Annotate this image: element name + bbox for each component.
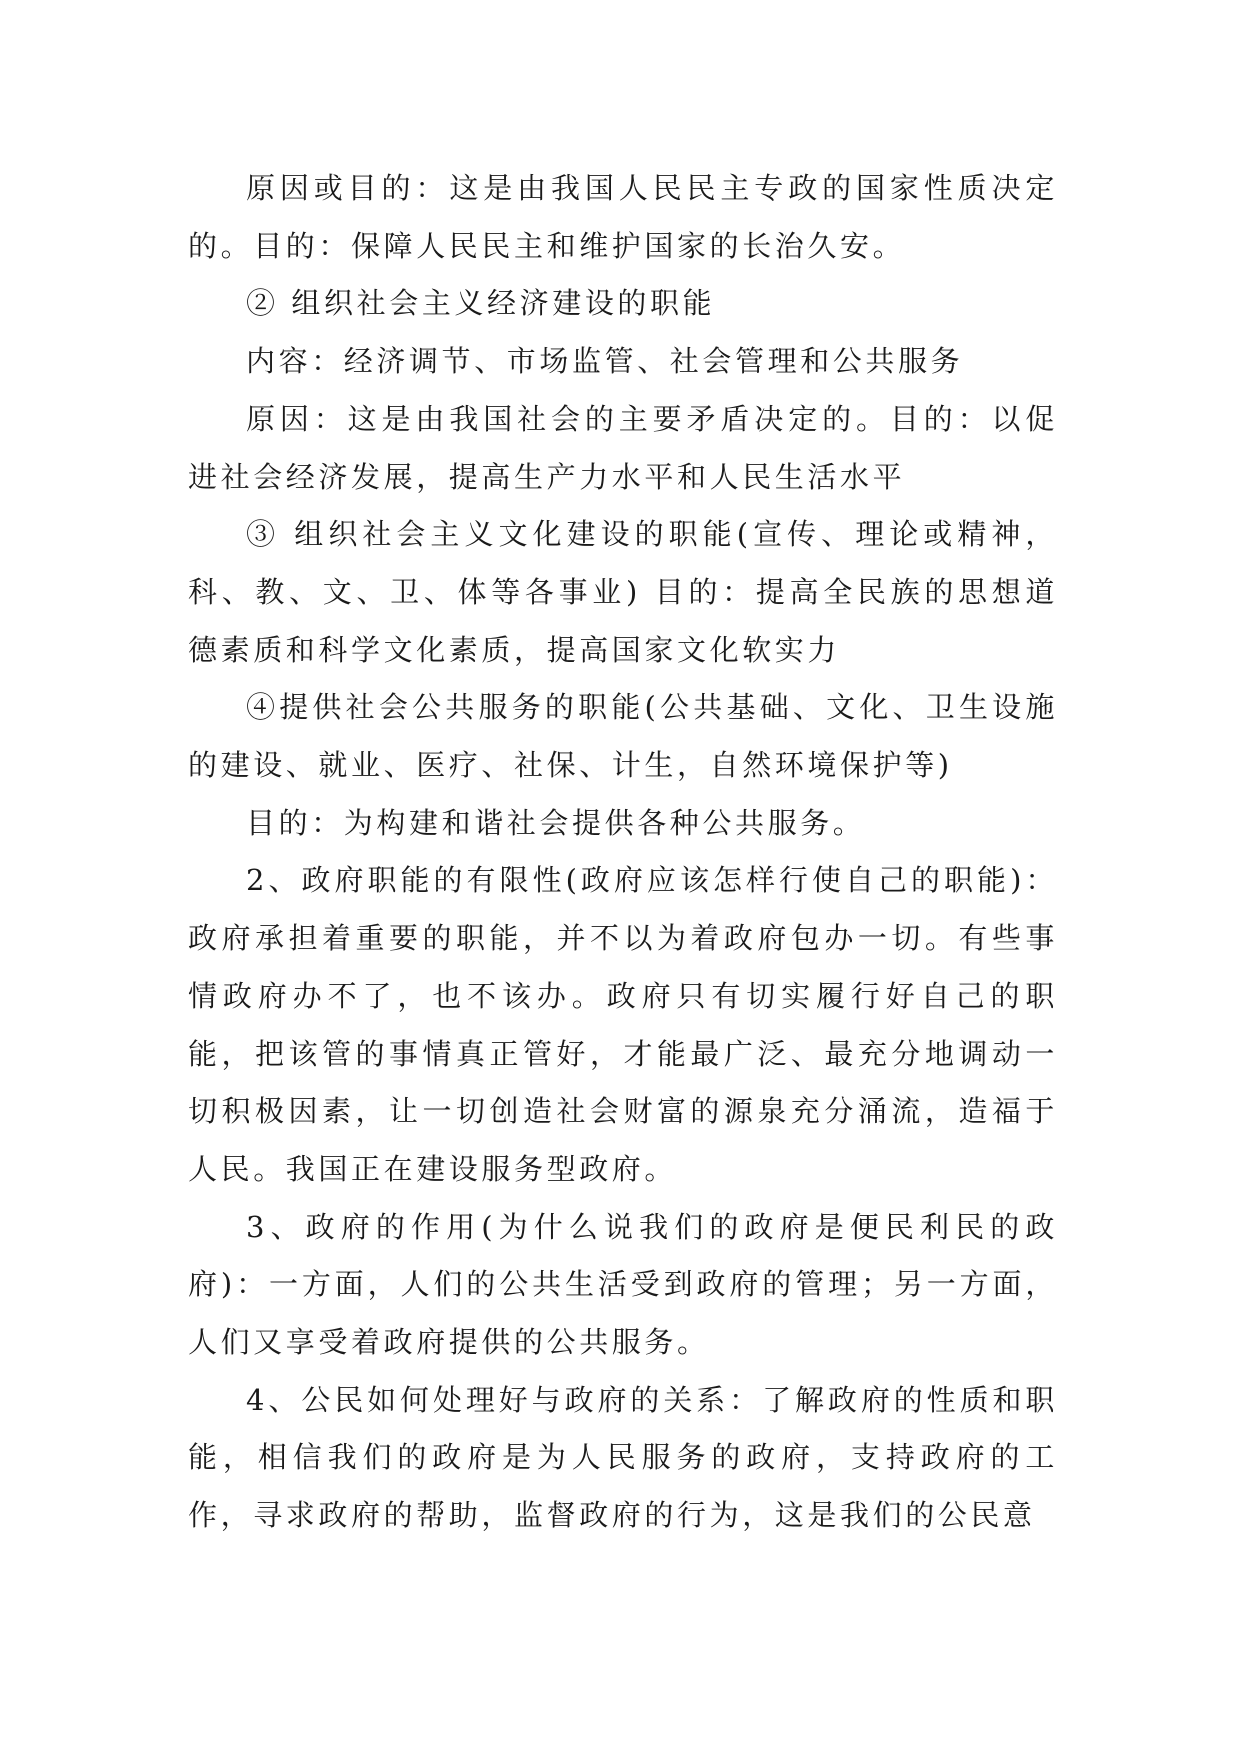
paragraph: 3、政府的作用(为什么说我们的政府是便民利民的政府)：一方面，人们的公共生活受到政府的管理；另一方面，人们又享受着政府提供的公共服务。 (188, 1209, 1058, 1360)
paragraph: ③ 组织社会主义文化建设的职能(宣传、理论或精神，科、教、文、卫、体等各事业) 目的：提高全民族的思想道德素质和科学文化素质，提高国家文化软实力 (188, 517, 1058, 667)
document-page (188, 160, 1058, 1545)
paragraph: 内容：经济调节、市场监管、社会管理和公共服务 (246, 344, 964, 379)
paragraph: ④提供社会公共服务的职能(公共基础、文化、卫生设施的建设、就业、医疗、社保、计生，自然环境保护等) (188, 690, 1058, 783)
paragraph: 目的：为构建和谐社会提供各种公共服务。 (246, 805, 866, 840)
paragraph: 4、公民如何处理好与政府的关系：了解政府的性质和职能，相信我们的政府是为人民服务的政府，支持政府的工作，寻求政府的帮助，监督政府的行为，这是我们的公民意 (188, 1382, 1058, 1533)
paragraph: ② 组织社会主义经济建设的职能 (246, 286, 716, 321)
paragraph: 2、政府职能的有限性(政府应该怎样行使自己的职能)：政府承担着重要的职能，并不以为着政府包办一切。有些事情政府办不了，也不该办。政府只有切实履行好自己的职能，把该管的事情真正管好，才能最广泛、最充分地调动一切积极因素，让一切创造社会财富的源泉充分涌流，造福于人民。我国正在建设服务型政府。 (188, 863, 1058, 1186)
paragraph: 原因或目的：这是由我国人民民主专政的国家性质决定的。目的：保障人民民主和维护国家的长治久安。 (188, 171, 1058, 263)
paragraph: 原因：这是由我国社会的主要矛盾决定的。目的：以促进社会经济发展，提高生产力水平和人民生活水平 (188, 401, 1058, 494)
